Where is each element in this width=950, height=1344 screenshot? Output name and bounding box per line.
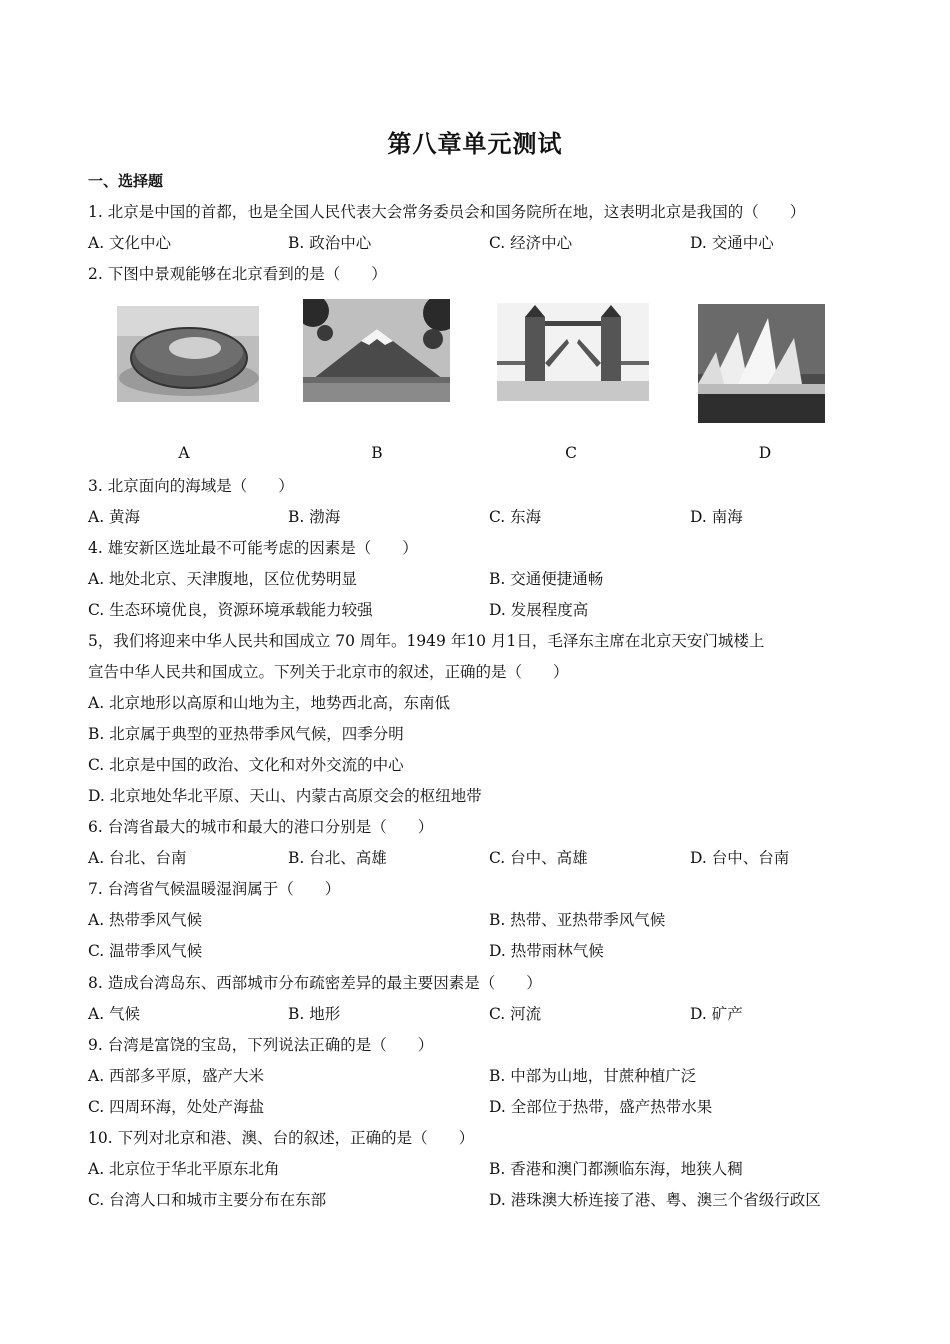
q6-option-c[interactable]: C. 台中、高雄 — [489, 849, 588, 867]
section-heading: 一、选择题 — [88, 172, 164, 190]
question-5-stem-line2: 宣告中华人民共和国成立。下列关于北京市的叙述，正确的是（ ） — [88, 663, 569, 681]
q9-option-b[interactable]: B. 中部为山地，甘蔗种植广泛 — [489, 1067, 697, 1085]
tower-bridge-image[interactable] — [497, 303, 649, 401]
question-5-stem-line1: 5，我们将迎来中华人民共和国成立 70 周年。1949 年10 月1日，毛泽东主席在北京天安门城楼上 — [88, 632, 765, 650]
question-3-stem: 3. 北京面向的海域是（ ） — [88, 477, 294, 495]
q3-option-b[interactable]: B. 渤海 — [288, 508, 341, 526]
question-7-stem: 7. 台湾省气候温暖湿润属于（ ） — [88, 880, 341, 898]
question-2-stem: 2. 下图中景观能够在北京看到的是（ ） — [88, 265, 387, 283]
question-10-stem: 10. 下列对北京和港、澳、台的叙述，正确的是（ ） — [88, 1129, 475, 1147]
q4-option-a[interactable]: A. 地处北京、天津腹地，区位优势明显 — [88, 570, 358, 588]
question-9-stem: 9. 台湾是富饶的宝岛，下列说法正确的是（ ） — [88, 1036, 434, 1054]
q1-option-b[interactable]: B. 政治中心 — [288, 234, 372, 252]
question-8-stem: 8. 造成台湾岛东、西部城市分布疏密差异的最主要因素是（ ） — [88, 974, 542, 992]
q8-option-a[interactable]: A. 气候 — [88, 1005, 141, 1023]
q3-option-c[interactable]: C. 东海 — [489, 508, 542, 526]
q4-option-b[interactable]: B. 交通便捷通畅 — [489, 570, 604, 588]
page-title: 第八章单元测试 — [387, 129, 563, 158]
q5-option-a[interactable]: A. 北京地形以高原和山地为主，地势西北高，东南低 — [88, 694, 451, 712]
question-6-stem: 6. 台湾省最大的城市和最大的港口分别是（ ） — [88, 818, 434, 836]
q7-option-a[interactable]: A. 热带季风气候 — [88, 911, 203, 929]
q1-option-c[interactable]: C. 经济中心 — [489, 234, 573, 252]
q1-option-d[interactable]: D. 交通中心 — [690, 234, 774, 252]
q10-option-c[interactable]: C. 台湾人口和城市主要分布在东部 — [88, 1191, 327, 1209]
q6-option-d[interactable]: D. 台中、台南 — [690, 849, 790, 867]
q8-option-d[interactable]: D. 矿产 — [690, 1005, 743, 1023]
q4-option-d[interactable]: D. 发展程度高 — [489, 601, 589, 619]
q10-option-d[interactable]: D. 港珠澳大桥连接了港、粤、澳三个省级行政区 — [489, 1191, 821, 1209]
image-caption-d: D — [758, 444, 772, 462]
q4-option-c[interactable]: C. 生态环境优良，资源环境承载能力较强 — [88, 601, 373, 619]
q7-option-b[interactable]: B. 热带、亚热带季风气候 — [489, 911, 666, 929]
q8-option-c[interactable]: C. 河流 — [489, 1005, 542, 1023]
q5-option-c[interactable]: C. 北京是中国的政治、文化和对外交流的中心 — [88, 756, 404, 774]
q1-option-a[interactable]: A. 文化中心 — [88, 234, 172, 252]
q9-option-a[interactable]: A. 西部多平原，盛产大米 — [88, 1067, 265, 1085]
q3-option-a[interactable]: A. 黄海 — [88, 508, 141, 526]
q10-option-a[interactable]: A. 北京位于华北平原东北角 — [88, 1160, 280, 1178]
q9-option-d[interactable]: D. 全部位于热带，盛产热带水果 — [489, 1098, 713, 1116]
q5-option-b[interactable]: B. 北京属于典型的亚热带季风气候，四季分明 — [88, 725, 404, 743]
q7-option-c[interactable]: C. 温带季风气候 — [88, 942, 203, 960]
image-caption-a: A — [178, 444, 190, 462]
opera-house-image[interactable] — [698, 304, 825, 423]
q8-option-b[interactable]: B. 地形 — [288, 1005, 341, 1023]
q7-option-d[interactable]: D. 热带雨林气候 — [489, 942, 604, 960]
q9-option-c[interactable]: C. 四周环海，处处产海盐 — [88, 1098, 265, 1116]
q3-option-d[interactable]: D. 南海 — [690, 508, 743, 526]
question-1-stem: 1. 北京是中国的首都，也是全国人民代表大会常务委员会和国务院所在地，这表明北京是我国的（ ） — [88, 203, 806, 221]
q6-option-a[interactable]: A. 台北、台南 — [88, 849, 187, 867]
image-caption-b: B — [371, 444, 383, 462]
question-4-stem: 4. 雄安新区选址最不可能考虑的因素是（ ） — [88, 539, 418, 557]
q6-option-b[interactable]: B. 台北、高雄 — [288, 849, 387, 867]
stadium-image[interactable] — [117, 306, 259, 402]
image-caption-c: C — [565, 444, 577, 462]
q5-option-d[interactable]: D. 北京地处华北平原、天山、内蒙古高原交会的枢纽地带 — [88, 787, 482, 805]
q10-option-b[interactable]: B. 香港和澳门都濒临东海，地狭人稠 — [489, 1160, 743, 1178]
mount-fuji-image[interactable] — [303, 299, 450, 402]
